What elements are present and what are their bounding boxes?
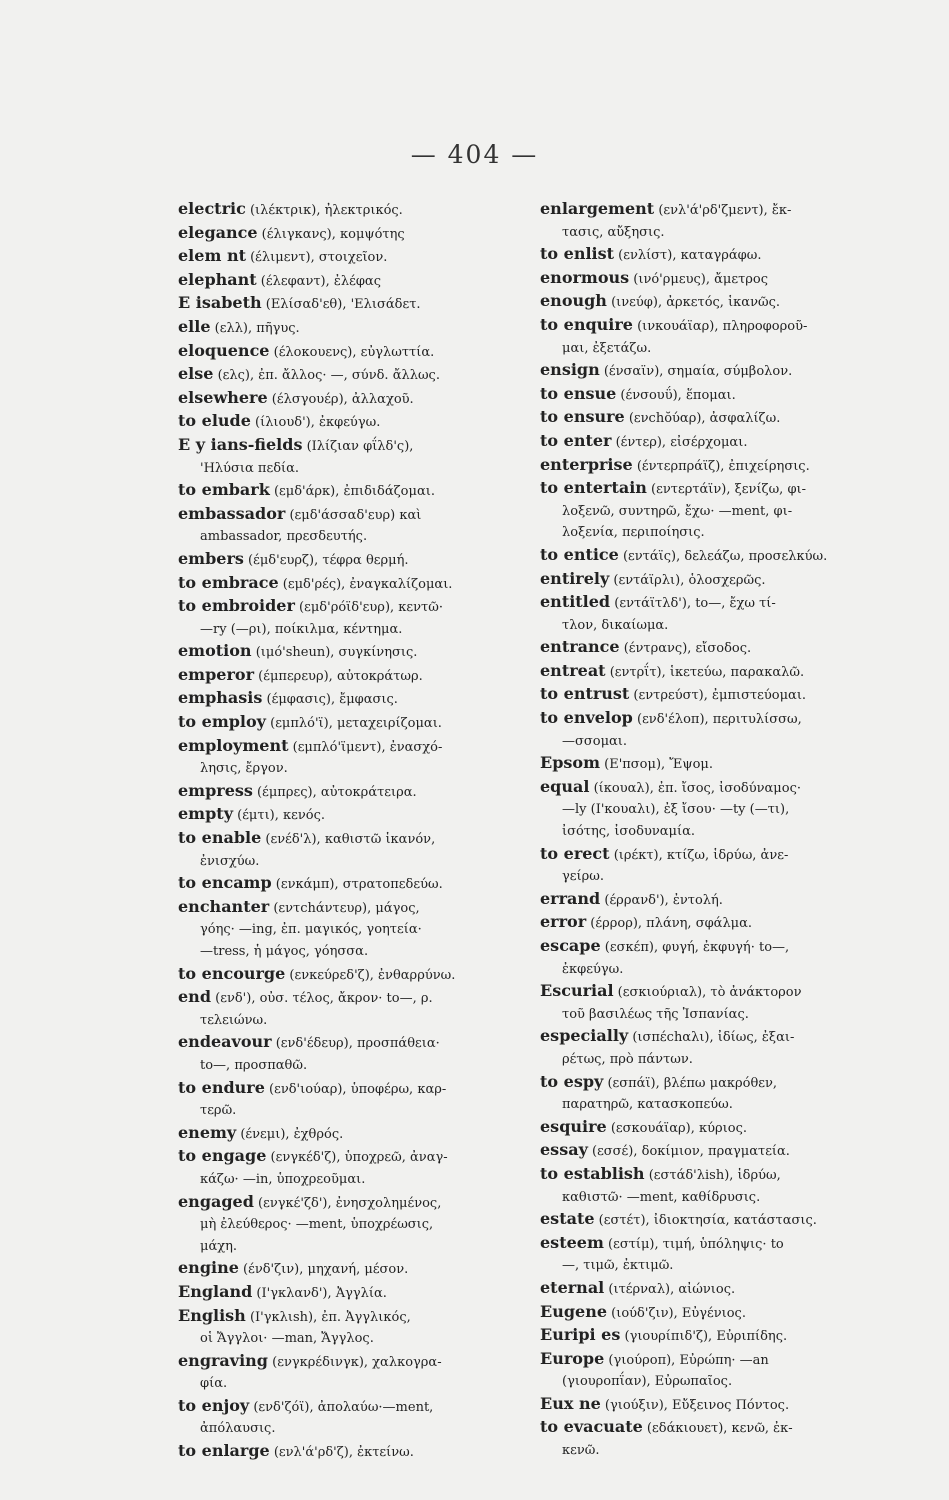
entry-definition: (εσκέπ), φυγή, ἐκφυγή· to—, — [600, 940, 790, 955]
entry-headword: to espy — [540, 1071, 604, 1091]
entry-headword: to entice — [540, 544, 619, 564]
entry-headword: entrance — [540, 637, 620, 657]
entry-headword: Escurial — [540, 981, 614, 1001]
entry-definition: (έμδ'ευρζ), τέφρα θερμή. — [243, 552, 409, 568]
dictionary-entry — [178, 872, 514, 896]
dictionary-entry — [178, 316, 514, 340]
dictionary-entry — [178, 222, 514, 246]
entry-headword: employment — [178, 735, 289, 755]
entry-headword: essay — [540, 1140, 588, 1160]
entry-definition: (ένεμι), ἐχθρός. — [236, 1126, 344, 1142]
entry-headword: esteem — [540, 1232, 604, 1252]
entry-definition: (έλιμεντ), στοιχεῖον. — [245, 250, 388, 266]
entry-headword: E y ians-fields — [178, 434, 303, 454]
entry-definition: (ενλ'ά'ρδ'ζμεντ), ἔκ- — [654, 203, 792, 218]
entry-headword: elle — [178, 316, 211, 336]
entry-definition: (ίλιουδ'), ἐκφεύγω. — [250, 415, 381, 431]
entry-headword: end — [178, 987, 211, 1007]
entry-headword: to endure — [178, 1077, 265, 1097]
dictionary-entry — [178, 269, 514, 293]
entry-continuation: ἐνισχύω. — [200, 853, 260, 869]
entry-headword: to enter — [540, 430, 612, 450]
dictionary-entry — [540, 591, 892, 615]
entry-continuation: —ly (Ι'κουαλι), ἐξ ἴσου· —ty (—τι), — [562, 802, 790, 818]
entry-headword: Eugene — [540, 1301, 608, 1321]
dictionary-entry — [178, 1257, 514, 1281]
entry-continuation: γόης· —ing, ἐπ. μαγικός, γοητεία· — [200, 922, 422, 938]
dictionary-entry — [178, 963, 514, 987]
entry-headword: entreat — [540, 660, 606, 680]
entry-definition: (εμδ'άρκ), ἐπιδιδάζομαι. — [269, 484, 435, 500]
entry-headword: ensign — [540, 360, 600, 380]
dictionary-entry — [540, 544, 892, 568]
dictionary-entry — [540, 752, 892, 776]
dictionary-entry — [178, 780, 514, 804]
entry-definition: (έμτι), κενός. — [232, 808, 325, 824]
entry-headword: engine — [178, 1258, 239, 1278]
dictionary-entry — [540, 454, 892, 478]
dictionary-entry — [540, 935, 892, 959]
dictionary-entry — [540, 359, 892, 383]
entry-headword: error — [540, 912, 587, 932]
entry-definition: (ιμό'sheun), συγκίνησις. — [251, 645, 418, 661]
dictionary-entry — [540, 683, 892, 707]
entry-continuation: λοξενῶ, συντηρῶ, ἔχω· —ment, φι- — [562, 503, 793, 519]
left-column — [178, 198, 514, 1464]
entry-headword: to evacuate — [540, 1417, 643, 1437]
entry-definition: (εμδ'ρές), ἐναγκαλίζομαι. — [278, 576, 453, 592]
entry-headword: to enable — [178, 828, 262, 848]
dictionary-entry — [178, 1281, 514, 1305]
entry-definition: (εμπλό'ϊμεντ), ἐνασχό- — [288, 739, 443, 755]
entry-definition: (ιούδ'ζιν), Εὐγένιος. — [607, 1305, 746, 1321]
entry-headword: esquire — [540, 1116, 607, 1136]
entry-headword: estate — [540, 1209, 595, 1229]
dictionary-entry — [178, 548, 514, 572]
entry-headword: enough — [540, 291, 607, 311]
entry-definition: (ενδ'έδευρ), προσπάθεια· — [271, 1036, 440, 1052]
entry-headword: E isabeth — [178, 293, 262, 313]
entry-definition: (ελλ), πῆγυς. — [210, 320, 300, 336]
dictionary-entry — [178, 687, 514, 711]
dictionary-entry — [178, 1145, 514, 1169]
entry-definition: (ενchŏύαρ), ἀσφαλίζω. — [624, 411, 781, 427]
entry-headword: errand — [540, 888, 601, 908]
entry-continuation: λησις, ἔργον. — [200, 761, 288, 777]
entry-headword: to embark — [178, 480, 270, 500]
entry-definition: (εσκουάϊαρ), κύριος. — [606, 1120, 748, 1136]
dictionary-entry — [540, 1324, 892, 1348]
entry-continuation: λοξενία, περιποίησις. — [562, 525, 705, 541]
entry-headword: enchanter — [178, 896, 270, 916]
entry-headword: Eux ne — [540, 1393, 601, 1413]
entry-headword: to encamp — [178, 873, 272, 893]
dictionary-entry — [540, 707, 892, 731]
entry-headword: enormous — [540, 267, 630, 287]
entry-headword: endeavour — [178, 1032, 272, 1052]
entry-definition: (έμπερευρ), αὐτοκράτωρ. — [254, 668, 423, 684]
entry-definition: (εντάϊτλδ'), to—, ἔχω τί- — [610, 596, 776, 612]
entry-continuation: ἰσότης, ἰσοδυναμία. — [562, 824, 695, 840]
entry-definition: (εντchάντευρ), μάγος, — [269, 900, 420, 916]
entry-definition: (έλοκουενς), εὐγλωττία. — [269, 344, 435, 360]
dictionary-entry — [178, 595, 514, 619]
entry-definition: (εντρΐτ), ἱκετεύω, παρακαλῶ. — [605, 664, 805, 680]
entry-continuation: —ry (—ρι), ποίκιλμα, κέντημα. — [200, 621, 403, 637]
dictionary-entry — [178, 1122, 514, 1146]
entry-headword: emotion — [178, 641, 252, 661]
dictionary-entry — [540, 776, 892, 800]
entry-definition: (ελς), ἐπ. ἄλλος· —, σύνδ. ἄλλως. — [213, 368, 440, 384]
entry-continuation: —, τιμῶ, ἐκτιμῶ. — [562, 1258, 674, 1274]
entry-definition: (εδάκιουετ), κενῶ, ἐκ- — [642, 1421, 793, 1437]
entry-continuation: —tress, ἡ μάγος, γόησσα. — [200, 944, 369, 959]
entry-definition: (ενδ'), οὐσ. τέλος, ἄκρον· to—, ρ. — [211, 991, 433, 1007]
entry-headword: to erect — [540, 843, 610, 863]
entry-headword: to entrust — [540, 684, 630, 704]
entry-definition: (ενδ'ιούαρ), ὑποφέρω, καρ- — [264, 1081, 447, 1097]
entry-headword: to engage — [178, 1146, 267, 1166]
entry-definition: (γιούξιν), Εὔξεινος Πόντος. — [600, 1397, 790, 1413]
dictionary-entry — [540, 406, 892, 430]
entry-headword: to enlarge — [178, 1441, 270, 1461]
entry-definition: (εσπάϊ), βλέπω μακρόθεν, — [603, 1075, 778, 1091]
entry-definition: (έλσγουέρ), ἀλλαχοῦ. — [267, 391, 414, 407]
entry-definition: (ενδ'ζόϊ), ἀπολαύω·—ment, — [249, 1399, 434, 1415]
entry-headword: to employ — [178, 712, 266, 732]
dictionary-entry — [540, 1301, 892, 1325]
entry-continuation: γείρω. — [562, 869, 604, 885]
dictionary-entry — [540, 911, 892, 935]
entry-definition: (ινκουάϊαρ), πληροφοροῦ- — [632, 318, 808, 334]
dictionary-entry — [540, 1025, 892, 1049]
dictionary-entry — [540, 314, 892, 338]
entry-definition: (ενγκέδ'ζ), ὑποχρεῶ, ἀναγ- — [266, 1150, 448, 1166]
entry-continuation: ρέτως, πρὸ πάντων. — [562, 1051, 693, 1067]
entry-continuation: μὴ ἐλεύθερος· —ment, ὑποχρέωσις, — [200, 1217, 434, 1233]
dictionary-entry — [178, 803, 514, 827]
entry-headword: elem nt — [178, 246, 246, 266]
entry-definition: (εντάϊρλι), ὁλοσχερῶς. — [609, 572, 766, 588]
entry-definition: (ιλέκτρικ), ἠλεκτρικός. — [245, 203, 403, 218]
dictionary-entry — [178, 1077, 514, 1101]
entry-headword: empress — [178, 780, 253, 800]
entry-definition: (Ιλίζιαν φΐλδ'ς), — [302, 438, 414, 454]
entry-continuation: μάχη. — [200, 1238, 238, 1254]
entry-continuation: ἐκφεύγω. — [562, 961, 624, 977]
entry-headword: to enjoy — [178, 1395, 250, 1415]
entry-headword: to elude — [178, 411, 251, 431]
entry-definition: (έρρανδ'), ἐντολή. — [600, 892, 723, 908]
entry-headword: to ensue — [540, 383, 617, 403]
entry-definition: (Ι'γκλανδ'), Ἀγγλία. — [252, 1285, 387, 1301]
entry-continuation: ἀπόλαυσις. — [200, 1421, 276, 1437]
entry-headword: especially — [540, 1026, 629, 1046]
dictionary-entry — [540, 1071, 892, 1095]
entry-continuation: κενῶ. — [562, 1443, 600, 1459]
entry-definition: (ένσαϊν), σημαία, σύμβολον. — [599, 364, 793, 380]
entry-headword: elephant — [178, 269, 257, 289]
entry-definition: (Ελίσαδ'εθ), 'Ελισάδετ. — [261, 297, 421, 313]
entry-headword: equal — [540, 776, 590, 796]
entry-continuation: κάζω· —in, ὑποχρεοῦμαι. — [200, 1171, 366, 1187]
entry-headword: else — [178, 364, 214, 384]
entry-headword: to embrace — [178, 572, 279, 592]
entry-headword: to entertain — [540, 478, 647, 498]
entry-definition: (εσσέ), δοκίμιον, πραγματεία. — [587, 1144, 790, 1160]
dictionary-entry — [540, 843, 892, 867]
entry-definition: (έντερπράϊζ), ἐπιχείρησις. — [632, 458, 810, 474]
entry-headword: enlargement — [540, 199, 655, 218]
entry-headword: to establish — [540, 1163, 645, 1183]
entry-headword: to enlist — [540, 244, 614, 264]
entry-headword: Europe — [540, 1348, 605, 1368]
entry-headword: entirely — [540, 568, 610, 588]
dictionary-entry — [178, 711, 514, 735]
entry-headword: empty — [178, 804, 233, 824]
entry-definition: (εστίμ), τιμή, ὑπόληψις· to — [603, 1236, 784, 1252]
dictionary-entry — [178, 410, 514, 434]
entry-continuation: ambassador, πρεσδευτής. — [200, 529, 368, 545]
entry-definition: (ιτέρναλ), αἰώνιος. — [604, 1281, 736, 1297]
entry-definition: (έλεφαντ), ἐλέφας — [256, 273, 381, 289]
entry-definition: (εστέτ), ἰδιοκτησία, κατάστασις. — [594, 1213, 817, 1229]
entry-definition: (ινό'ρμευς), ἄμετρος — [629, 271, 769, 287]
dictionary-entry — [540, 198, 892, 222]
entry-definition: (έντερ), εἰσέρχομαι. — [611, 434, 748, 450]
entry-continuation: to—, προσπαθῶ. — [200, 1057, 308, 1073]
entry-continuation: τασις, αὔξησις. — [562, 224, 665, 240]
entry-definition: (Ι'γκλιsh), ἐπ. Ἀγγλικός, — [245, 1309, 411, 1325]
entry-headword: enemy — [178, 1122, 237, 1142]
dictionary-entry — [540, 1163, 892, 1187]
entry-definition: (ενκεύρεδ'ζ), ἐνθαρρύνω. — [285, 967, 456, 983]
dictionary-entry — [540, 1348, 892, 1372]
entry-headword: to envelop — [540, 708, 633, 728]
dictionary-entry — [178, 1191, 514, 1215]
dictionary-entry — [178, 735, 514, 759]
entry-headword: emphasis — [178, 688, 263, 708]
entry-definition: (γιούροπ), Εὐρώπη· —an — [604, 1352, 769, 1368]
entry-definition: (γιουρίπιδ'ζ), Εὐριπίδης. — [620, 1329, 788, 1345]
dictionary-entry — [178, 292, 514, 316]
entry-definition: (ενδ'έλοπ), περιτυλίσσω, — [632, 712, 802, 728]
entry-headword: engraving — [178, 1350, 268, 1370]
dictionary-entry — [540, 660, 892, 684]
entry-headword: enterprise — [540, 454, 633, 474]
entry-headword: electric — [178, 199, 246, 218]
entry-definition: (Ε'πσομ), Ἔψομ. — [600, 757, 714, 773]
entry-definition: (έμπρες), αὐτοκράτειρα. — [252, 784, 417, 800]
dictionary-entry — [540, 477, 892, 501]
entry-headword: Euripi es — [540, 1325, 621, 1345]
entry-continuation: καθιστῶ· —ment, καθίδρυσις. — [562, 1189, 761, 1205]
entry-definition: (έρρορ), πλάνη, σφάλμα. — [586, 916, 753, 932]
dictionary-entry — [540, 383, 892, 407]
entry-headword: emperor — [178, 664, 255, 684]
entry-definition: (εμδ'ρόϊδ'ευρ), κεντῶ· — [294, 600, 443, 616]
entry-headword: English — [178, 1305, 246, 1325]
entry-definition: (εντερτάϊν), ξενίζω, φι- — [646, 482, 807, 498]
entry-continuation: τλον, δικαίωμα. — [562, 617, 669, 633]
dictionary-entry — [540, 243, 892, 267]
dictionary-entry — [540, 267, 892, 291]
entry-definition: (έλιγκανς), κομψότης — [257, 226, 405, 242]
entry-continuation: οἱ Ἄγγλοι· —man, Ἄγγλος. — [200, 1331, 374, 1347]
dictionary-entry — [540, 1277, 892, 1301]
entry-headword: to encourge — [178, 963, 286, 983]
entry-definition: (ενλ'ά'ρδ'ζ), ἐκτείνω. — [269, 1445, 414, 1461]
dictionary-entry — [178, 434, 514, 458]
dictionary-entry — [540, 430, 892, 454]
entry-definition: (ένσουΰ), ἕπομαι. — [616, 387, 736, 403]
page-number: — 404 — — [410, 140, 539, 169]
dictionary-entry — [540, 980, 892, 1004]
entry-continuation: μαι, ἐξετάζω. — [562, 340, 652, 356]
dictionary-entry — [178, 986, 514, 1010]
entry-definition: (εστάδ'λish), ἱδρύω, — [644, 1167, 781, 1183]
entry-headword: to embroider — [178, 596, 295, 616]
entry-definition: (έντρανς), εἴσοδος. — [619, 641, 752, 657]
entry-continuation: (γιουροπΐαν), Εὐρωπαῖος. — [562, 1374, 733, 1390]
dictionary-entry — [178, 896, 514, 920]
dictionary-entry — [178, 198, 514, 222]
dictionary-entry — [178, 503, 514, 527]
dictionary-entry — [540, 1208, 892, 1232]
entry-headword: elegance — [178, 222, 258, 242]
dictionary-entry — [178, 1350, 514, 1374]
entry-definition: (ινεύφ), ἀρκετός, ἱκανῶς. — [606, 295, 780, 311]
dictionary-entry — [540, 1232, 892, 1256]
entry-continuation: —σσομαι. — [562, 733, 628, 749]
dictionary-entry — [540, 568, 892, 592]
entry-continuation: τοῦ βασιλέως τῆς Ἰσπανίας. — [562, 1006, 749, 1022]
entry-headword: embassador — [178, 503, 286, 523]
entry-headword: Epsom — [540, 753, 600, 773]
dictionary-entry — [178, 1305, 514, 1329]
dictionary-entry — [178, 1440, 514, 1464]
entry-continuation: τερῶ. — [200, 1103, 237, 1119]
entry-definition: (ιρέκτ), κτίζω, ἱδρύω, ἀνε- — [609, 847, 789, 863]
entry-continuation: παρατηρῶ, κατασκοπεύω. — [562, 1097, 733, 1113]
dictionary-entry — [178, 479, 514, 503]
dictionary-entry — [178, 1395, 514, 1419]
entry-headword: eloquence — [178, 340, 270, 360]
entry-headword: England — [178, 1281, 253, 1301]
entry-definition: (έμφασις), ἔμφασις. — [262, 692, 398, 708]
entry-continuation: 'Ηλύσια πεδία. — [200, 460, 300, 476]
entry-continuation: τελειώνω. — [200, 1012, 268, 1028]
dictionary-entry — [540, 888, 892, 912]
entry-definition: (ενκάμπ), στρατοπεδεύω. — [271, 877, 443, 893]
dictionary-entry — [540, 1416, 892, 1440]
entry-headword: to ensure — [540, 407, 625, 427]
entry-definition: (ισπέchαλι), ἰδίως, ἐξαι- — [628, 1030, 795, 1046]
dictionary-entry — [178, 827, 514, 851]
entry-definition: (ενλίστ), καταγράφω. — [614, 248, 762, 264]
entry-definition: (ενέδ'λ), καθιστῶ ἱκανόν, — [261, 832, 436, 848]
dictionary-entry — [178, 572, 514, 596]
entry-definition: (εντάϊς), δελεάζω, προσελκύω. — [618, 548, 828, 564]
entry-definition: (ενγκρέδινγκ), χαλκογρα- — [268, 1354, 442, 1370]
entry-definition: (εσκιούριαλ), τὸ ἀνάκτορον — [613, 985, 802, 1001]
dictionary-entry — [540, 1139, 892, 1163]
dictionary-entry — [178, 1031, 514, 1055]
entry-continuation: φία. — [200, 1376, 228, 1392]
entry-headword: embers — [178, 548, 244, 568]
entry-definition: (ίκουαλ), ἐπ. ἴσος, ἰσοδύναμος· — [589, 780, 801, 796]
entry-definition: (εμδ'άσσαδ'ευρ) καὶ — [285, 507, 422, 523]
entry-headword: escape — [540, 936, 601, 955]
entry-headword: eternal — [540, 1277, 605, 1297]
entry-definition: (ενγκέ'ζδ'), ἐνησχολημένος, — [253, 1195, 442, 1211]
entry-definition: (εμπλό'ϊ), μεταχειρίζομαι. — [265, 716, 442, 732]
entry-definition: (εντρεύστ), ἐμπιστεύομαι. — [629, 688, 807, 704]
entry-definition: (ένδ'ζιν), μηχανή, μέσον. — [238, 1262, 409, 1278]
entry-headword: entitled — [540, 592, 611, 612]
dictionary-entry — [540, 1393, 892, 1417]
dictionary-entry — [540, 636, 892, 660]
entry-headword: to enquire — [540, 314, 633, 334]
dictionary-entry — [178, 340, 514, 364]
dictionary-entry — [178, 640, 514, 664]
right-column — [540, 198, 892, 1462]
entry-headword: elsewhere — [178, 387, 268, 407]
dictionary-entry — [178, 245, 514, 269]
dictionary-entry — [178, 363, 514, 387]
entry-headword: engaged — [178, 1191, 254, 1211]
dictionary-entry — [178, 387, 514, 411]
dictionary-entry — [540, 290, 892, 314]
dictionary-entry — [540, 1116, 892, 1140]
dictionary-entry — [178, 664, 514, 688]
